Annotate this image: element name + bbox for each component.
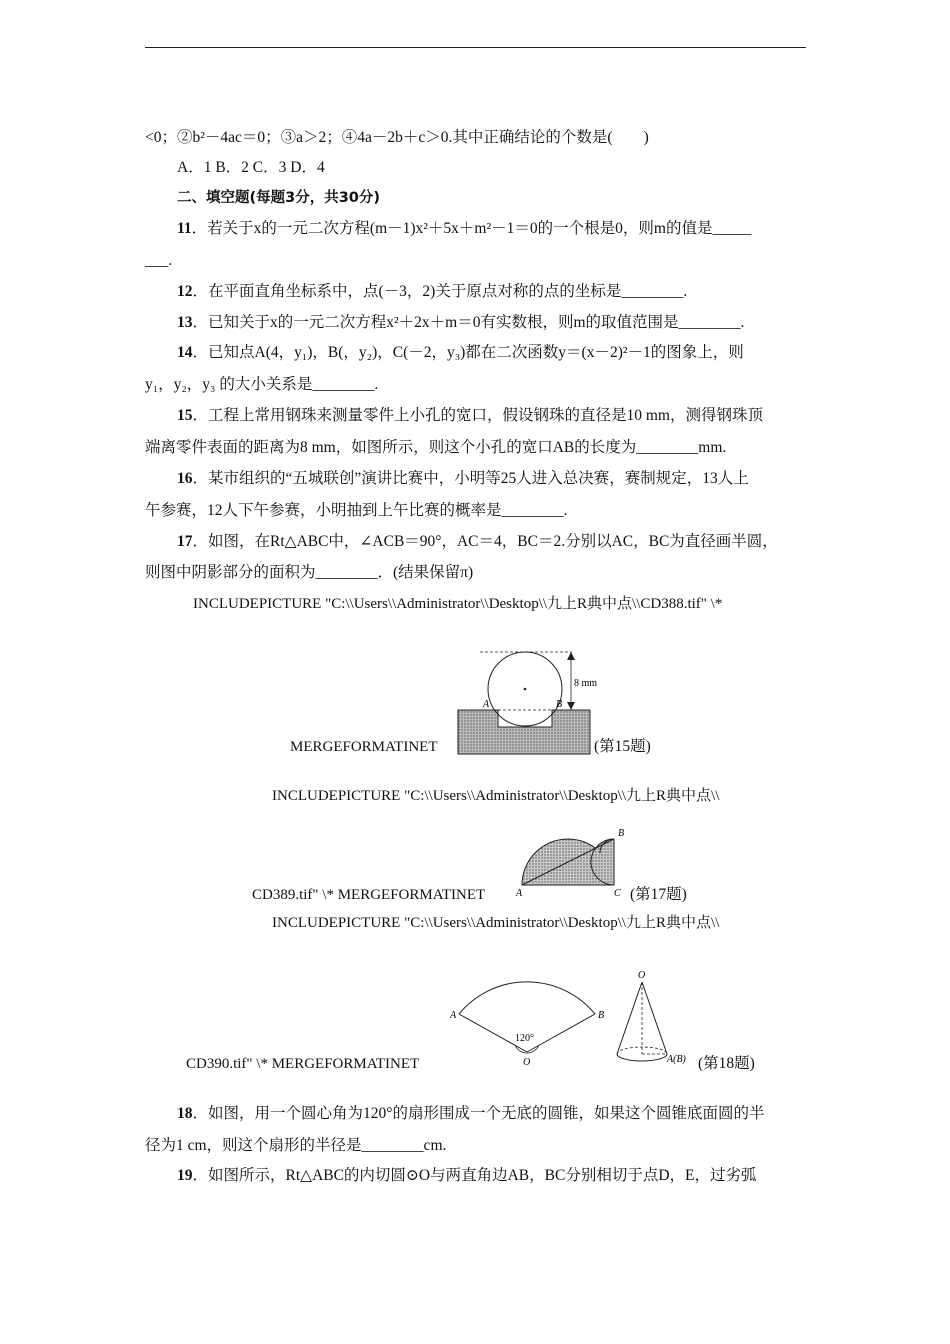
question-text: ．在平面直角坐标系中，点(－3，2)关于原点对称的点的坐标是________. [192, 283, 688, 300]
label-c: C [614, 888, 621, 899]
question-text: ．如图，用一个圆心角为120°的扇形围成一个无底的圆锥，如果这个圆锥底面圆的半 [192, 1105, 765, 1122]
question-16 [177, 469, 807, 489]
question-14-cont: y₁，y₂，y₃ 的大小关系是________. [145, 376, 379, 393]
options-line: A．1 B．2 C．3 D．4 [177, 159, 325, 176]
figure-caption: (第18题) [698, 1055, 755, 1072]
label-ab: A(B) [667, 1054, 686, 1065]
question-19 [177, 1166, 807, 1186]
question-number: 11 [177, 220, 192, 237]
question-11 [177, 219, 807, 239]
label-cone-o: O [638, 970, 646, 981]
figure-caption: (第17题) [630, 886, 687, 903]
figure-caption: (第15题) [594, 738, 651, 755]
question-text: ．若关于x的一元二次方程(m－1)x²＋5x＋m²－1＝0的一个根是0，则m的值是_____ [191, 220, 752, 237]
question-text: ．工程上常用钢珠来测量零件上小孔的宽口，假设钢珠的直径是10 mm，测得钢珠顶 [192, 407, 763, 424]
question-13 [177, 313, 807, 333]
field-code: INCLUDEPICTURE "C:\\Users\\Administrator\\Desktop\\九上R典中点\\CD388.tif" \* [193, 596, 723, 612]
field-code: INCLUDEPICTURE "C:\\Users\\Administrator\\Desktop\\九上R典中点\\ [272, 915, 720, 931]
question-18-cont: 径为1 cm，则这个扇形的半径是________cm. [145, 1137, 447, 1154]
question-15-cont: 端离零件表面的距离为8 mm，如图所示，则这个小孔的宽口AB的长度为________mm. [145, 439, 727, 456]
question-11-cont: ___. [145, 252, 173, 269]
label-height: 8 mm [574, 678, 597, 689]
figure-15 [452, 645, 597, 757]
question-14 [177, 343, 807, 363]
field-code: INCLUDEPICTURE "C:\\Users\\Administrator\\Desktop\\九上R典中点\\ [272, 788, 720, 804]
field-code: CD390.tif" \* MERGEFORMATINET [186, 1056, 420, 1072]
question-17-cont: 则图中阴影部分的面积为________．(结果保留π) [145, 564, 474, 581]
text-line: <0；②b²－4ac＝0；③a＞2；④4a－2b＋c＞0.其中正确结论的个数是( ) [145, 129, 649, 146]
question-number: 18 [177, 1105, 193, 1122]
question-text: ．某市组织的“五城联创”演讲比赛中，小明等25人进入总决赛，赛制规定，13人上 [192, 470, 749, 487]
question-12 [177, 282, 807, 302]
question-text: ．如图，在Rt△ABC中，∠ACB＝90°，AC＝4，BC＝2.分别以AC，BC为直径画半圆， [192, 533, 778, 550]
label-b: B [556, 699, 563, 710]
question-17 [177, 532, 807, 552]
question-15 [177, 406, 807, 426]
question-number: 19 [177, 1167, 193, 1184]
question-number: 14 [177, 344, 193, 361]
question-number: 15 [177, 407, 193, 424]
label-a: A [450, 1010, 457, 1021]
question-number: 13 [177, 314, 193, 331]
question-number: 17 [177, 533, 193, 550]
question-text: ．如图所示，Rt△ABC的内切圆⊙O与两直角边AB，BC分别相切于点D，E，过劣弧 [192, 1167, 757, 1184]
label-o: O [523, 1057, 531, 1068]
section-heading: 二、填空题(每题3分，共30分) [177, 190, 381, 206]
question-text: ．已知点A(4，y₁)，B(，y₂)，C(－2，y₃)都在二次函数y＝(x－2)²－1的图象上，则 [192, 344, 744, 361]
label-angle: 120° [515, 1033, 534, 1044]
label-a: A [483, 699, 490, 710]
field-code: CD389.tif" \* MERGEFORMATINET [252, 887, 486, 903]
field-code: MERGEFORMATINET [290, 739, 438, 755]
question-16-cont: 午参赛，12人下午参赛，小明抽到上午比赛的概率是________. [145, 502, 568, 519]
question-18 [177, 1104, 807, 1124]
header-rule [145, 47, 806, 48]
question-number: 12 [177, 283, 193, 300]
label-a: A [516, 888, 523, 899]
figure-18 [445, 965, 705, 1073]
question-text: ．已知关于x的一元二次方程x²＋2x＋m＝0有实数根，则m的取值范围是________. [192, 314, 745, 331]
figure-17 [514, 824, 634, 902]
question-number: 16 [177, 470, 193, 487]
label-b: B [598, 1010, 605, 1021]
label-b: B [618, 828, 625, 839]
